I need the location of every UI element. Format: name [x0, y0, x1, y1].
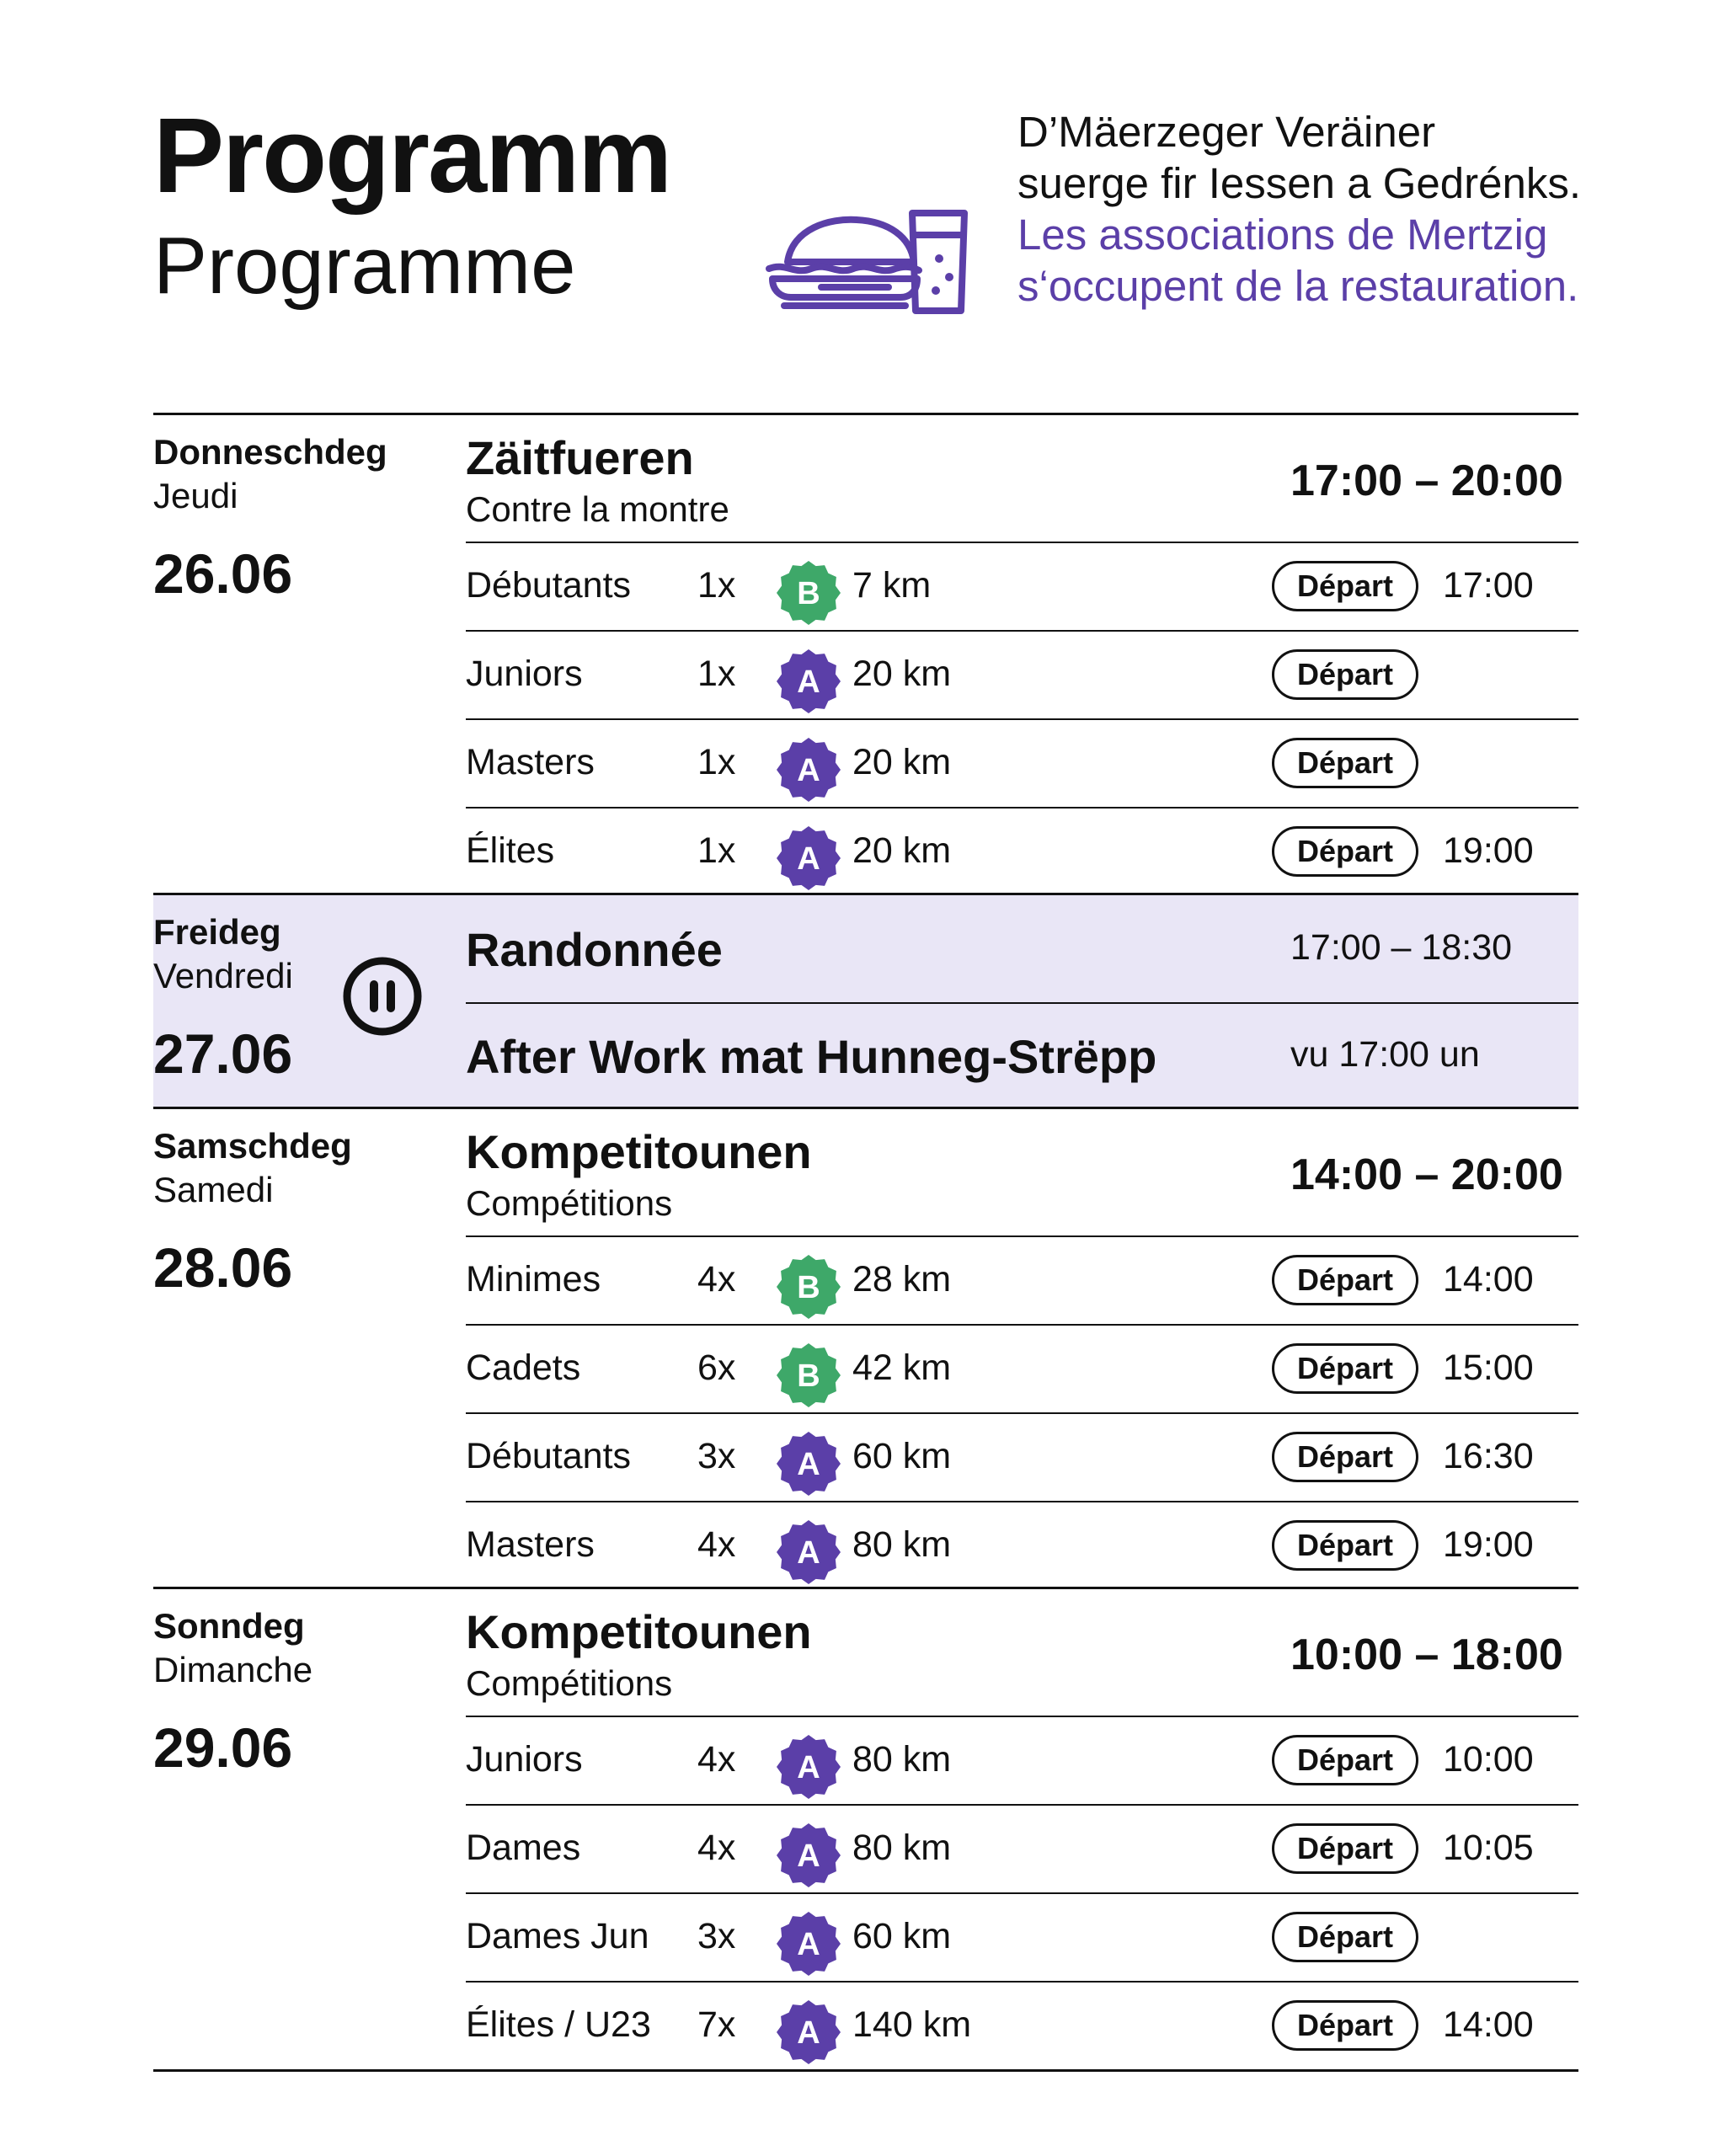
race-row — [466, 1892, 1578, 1981]
race-start-time: 10:05 — [1443, 1828, 1534, 1868]
day-name-fr: Dimanche — [153, 1650, 313, 1689]
race-distance: 20 km — [852, 830, 952, 871]
race-category: Masters — [466, 1524, 595, 1565]
catering-lb-line-2: suerge fir Iessen a Gedrénks. — [1017, 159, 1582, 207]
day-name-fr: Vendredi — [153, 956, 293, 995]
race-category: Débutants — [466, 565, 632, 606]
badge-b-icon — [776, 560, 841, 626]
race-distance: 20 km — [852, 742, 952, 782]
badge-letter: A — [797, 664, 820, 700]
badge-a-icon — [776, 1431, 841, 1497]
race-laps: 4x — [697, 1739, 736, 1780]
day-name-lb: Sonndeg — [153, 1606, 305, 1646]
day-thursday — [153, 413, 1578, 895]
race-laps: 6x — [697, 1348, 736, 1388]
badge-letter: A — [797, 1447, 820, 1482]
event-subtitle: Contre la montre — [466, 489, 729, 529]
depart-label: Départ — [1272, 1432, 1418, 1482]
race-laps: 4x — [697, 1524, 736, 1565]
day-date: 29.06 — [153, 1716, 293, 1779]
race-category: Juniors — [466, 654, 583, 694]
day-saturday — [153, 1107, 1578, 1589]
race-row — [466, 1412, 1578, 1501]
badge-letter: B — [797, 576, 820, 611]
race-laps: 4x — [697, 1259, 736, 1299]
event-subtitle: Compétitions — [466, 1183, 673, 1223]
race-start-time: 14:00 — [1443, 2004, 1534, 2045]
race-start-time: 10:00 — [1443, 1739, 1534, 1780]
race-row — [466, 1981, 1578, 2069]
depart-label: Départ — [1272, 1735, 1418, 1785]
badge-a-icon — [776, 825, 841, 891]
event-time: 17:00 – 20:00 — [1290, 456, 1563, 505]
race-laps: 1x — [697, 565, 736, 606]
day-name-fr: Jeudi — [153, 476, 238, 515]
race-laps: 3x — [697, 1436, 736, 1476]
day-date: 28.06 — [153, 1236, 293, 1299]
race-row — [466, 718, 1578, 807]
race-row — [466, 1804, 1578, 1892]
race-laps: 3x — [697, 1916, 736, 1956]
catering-fr-line-2: s‘occupent de la restauration. — [1017, 262, 1579, 310]
badge-a-icon — [776, 1519, 841, 1585]
race-start-time: 19:00 — [1443, 830, 1534, 871]
race-distance: 140 km — [852, 2004, 972, 2045]
depart-label: Départ — [1272, 1823, 1418, 1874]
race-start-time: 17:00 — [1443, 565, 1534, 606]
race-start-time: 19:00 — [1443, 1524, 1534, 1565]
depart-label: Départ — [1272, 738, 1418, 788]
race-category: Masters — [466, 742, 595, 782]
race-list — [466, 1235, 1578, 1589]
race-start-time: 16:30 — [1443, 1436, 1534, 1476]
day-name-lb: Samschdeg — [153, 1126, 352, 1166]
day-name-fr: Samedi — [153, 1170, 274, 1209]
day-date: 27.06 — [153, 1022, 293, 1085]
event-time: 10:00 – 18:00 — [1290, 1630, 1563, 1679]
race-laps: 1x — [697, 742, 736, 782]
race-distance: 20 km — [852, 654, 952, 694]
depart-label: Départ — [1272, 561, 1418, 611]
race-start-time: 15:00 — [1443, 1348, 1534, 1388]
badge-a-icon — [776, 737, 841, 803]
badge-letter: A — [797, 1927, 820, 1962]
race-laps: 1x — [697, 654, 736, 694]
badge-a-icon — [776, 1734, 841, 1800]
depart-label: Départ — [1272, 1520, 1418, 1571]
badge-a-icon — [776, 1999, 841, 2065]
race-distance: 7 km — [852, 565, 932, 606]
day-name-lb: Donneschdeg — [153, 432, 387, 472]
day-sunday — [153, 1587, 1578, 2072]
race-category: Élites — [466, 830, 555, 871]
race-category: Élites / U23 — [466, 2004, 651, 2045]
race-list — [466, 542, 1578, 895]
depart-label: Départ — [1272, 2000, 1418, 2051]
badge-a-icon — [776, 648, 841, 714]
race-laps: 7x — [697, 2004, 736, 2045]
depart-label: Départ — [1272, 1912, 1418, 1962]
race-row — [466, 807, 1578, 895]
race-distance: 28 km — [852, 1259, 952, 1299]
race-laps: 4x — [697, 1828, 736, 1868]
race-row — [466, 1324, 1578, 1412]
badge-letter: B — [797, 1358, 820, 1394]
badge-a-icon — [776, 1822, 841, 1888]
race-category: Débutants — [466, 1436, 632, 1476]
badge-b-icon — [776, 1342, 841, 1408]
badge-a-icon — [776, 1911, 841, 1977]
badge-letter: A — [797, 1535, 820, 1571]
event-title: Kompetitounen — [466, 1605, 812, 1658]
pause-icon — [342, 956, 423, 1037]
race-row — [466, 1716, 1578, 1804]
badge-letter: A — [797, 2015, 820, 2051]
race-distance: 60 km — [852, 1916, 952, 1956]
event-time: 17:00 – 18:30 — [1290, 927, 1513, 968]
race-distance: 42 km — [852, 1348, 952, 1388]
day-date: 26.06 — [153, 542, 293, 605]
badge-letter: A — [797, 841, 820, 877]
race-row — [466, 1501, 1578, 1589]
race-category: Dames — [466, 1828, 581, 1868]
badge-letter: A — [797, 1838, 820, 1874]
depart-label: Départ — [1272, 649, 1418, 700]
race-distance: 80 km — [852, 1828, 952, 1868]
badge-letter: A — [797, 1750, 820, 1785]
event-row-randonnee — [466, 895, 1578, 1002]
race-category: Dames Jun — [466, 1916, 649, 1956]
race-distance: 80 km — [852, 1524, 952, 1565]
catering-lb-line-1: D’Mäerzeger Veräiner — [1017, 108, 1436, 156]
race-laps: 1x — [697, 830, 736, 871]
sandwich-drink-icon — [762, 206, 973, 316]
event-title: Zäitfueren — [466, 431, 694, 484]
catering-note — [1017, 106, 1691, 312]
depart-label: Départ — [1272, 1255, 1418, 1305]
catering-fr-line-1: Les associations de Mertzig — [1017, 211, 1548, 259]
badge-letter: B — [797, 1270, 820, 1305]
race-category: Minimes — [466, 1259, 601, 1299]
event-title: Kompetitounen — [466, 1125, 812, 1178]
race-distance: 60 km — [852, 1436, 952, 1476]
depart-label: Départ — [1272, 1343, 1418, 1394]
race-distance: 80 km — [852, 1739, 952, 1780]
event-title: Randonnée — [466, 923, 723, 976]
race-row — [466, 1235, 1578, 1324]
race-category: Cadets — [466, 1348, 581, 1388]
page-subtitle: Programme — [153, 221, 576, 311]
event-title: After Work mat Hunneg-Strëpp — [466, 1030, 1157, 1083]
event-time: 14:00 – 20:00 — [1290, 1150, 1563, 1199]
race-row — [466, 542, 1578, 630]
page-title: Programm — [153, 96, 671, 215]
race-category: Juniors — [466, 1739, 583, 1780]
depart-label: Départ — [1272, 826, 1418, 877]
badge-letter: A — [797, 753, 820, 788]
race-list — [466, 1716, 1578, 2069]
badge-b-icon — [776, 1254, 841, 1320]
race-start-time: 14:00 — [1443, 1259, 1534, 1299]
day-friday — [153, 893, 1578, 1109]
event-row-after-work — [466, 1002, 1578, 1109]
event-time: vu 17:00 un — [1290, 1034, 1480, 1075]
race-row — [466, 630, 1578, 718]
day-name-lb: Freideg — [153, 912, 281, 952]
event-subtitle: Compétitions — [466, 1663, 673, 1703]
